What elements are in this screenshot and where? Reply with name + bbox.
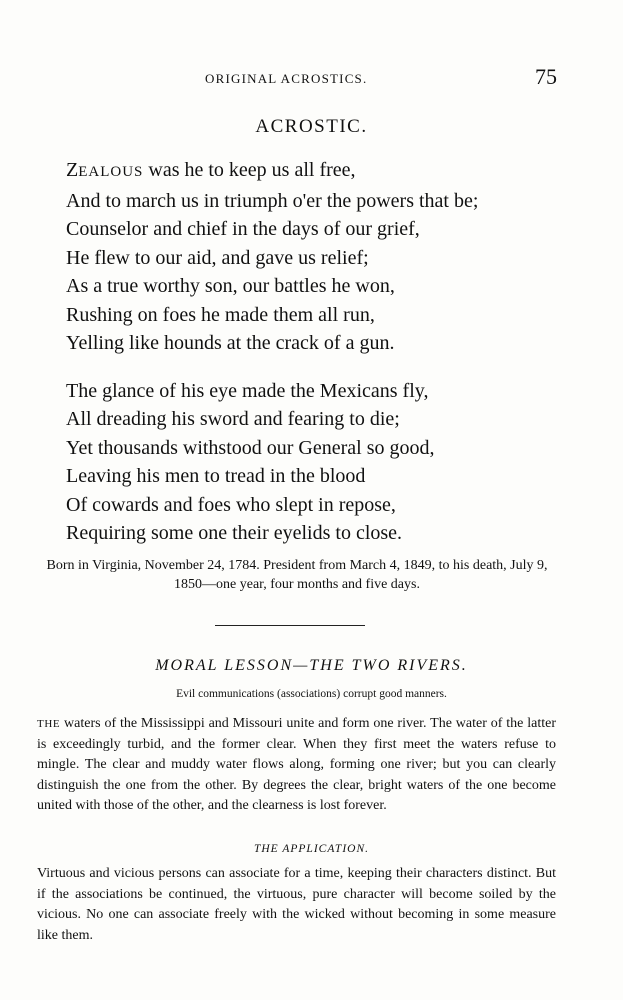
poem-line: The glance of his eye made the Mexicans fly, [66, 379, 429, 402]
poem-line: Yet thousands withstood our General so good, [66, 436, 435, 459]
page-number: 75 [535, 64, 557, 89]
poem-line: Yelling like hounds at the crack of a gun. [66, 332, 395, 354]
initial-small-caps: EALOUS [78, 164, 144, 180]
poem-line [66, 156, 586, 187]
paragraph-lead-word: THE [37, 718, 61, 730]
poem-line: Requiring some one their eyelids to close. [66, 522, 403, 544]
application-title: THE APPLICATION. [253, 843, 370, 855]
poem-stanza [66, 156, 586, 358]
initial-word [66, 159, 143, 181]
initial-cap: Z [66, 159, 79, 181]
poem-line: As a true worthy son, our battles he won, [66, 275, 395, 297]
paragraph-text: waters of the Mississippi and Missouri unite and form one river. The water of the latter is exceedingly turbid, and the former clear. When they first meet the waters refuse to mingle. The clear and muddy water flows along, forming one river; but you can clearly distinguish the one from the other. By degrees the clear, bright waters of the one become united with those of the other, and the clearness is lost forever. [37, 716, 556, 814]
poem-line: Leaving his men to tread in the blood [66, 465, 366, 487]
acrostic-poem [66, 156, 586, 548]
poem-line: He flew to our aid, and gave us relief; [66, 246, 369, 269]
poem-line: Counselor and chief in the days of our grief, [66, 218, 420, 240]
poem-line: Rushing on foes he made them all run, [66, 303, 375, 326]
running-title: ORIGINAL ACROSTICS. [205, 71, 368, 86]
line-text: was he to keep us all free, [143, 159, 356, 181]
poem-line: All dreading his sword and fearing to die; [66, 408, 400, 430]
acrostic-title: ACROSTIC. [255, 116, 368, 137]
poem-line: And to march us in triumph o'er the powers that be; [66, 189, 479, 212]
poem-stanza [66, 377, 586, 548]
page-header [0, 64, 623, 89]
biographical-note: Born in Virginia, November 24, 1784. President from March 4, 1849, to his death, July 9, 1850—one year, four months and five days. [46, 558, 548, 592]
section-divider [215, 625, 365, 626]
poem-line: Of cowards and foes who slept in repose, [66, 493, 396, 516]
moral-lesson-subtitle: Evil communications (associations) corrupt good manners. [176, 688, 447, 700]
application-paragraph: Virtuous and vicious persons can associate for a time, keeping their characters distinct. But if the associations be continued, the virtuous, pure character will become soiled by the vicious. No one can associate freely with the wicked without becoming in some measure like them. [37, 866, 556, 943]
moral-lesson-paragraph [37, 714, 556, 817]
moral-lesson-title: MORAL LESSON—THE TWO RIVERS. [155, 657, 468, 674]
